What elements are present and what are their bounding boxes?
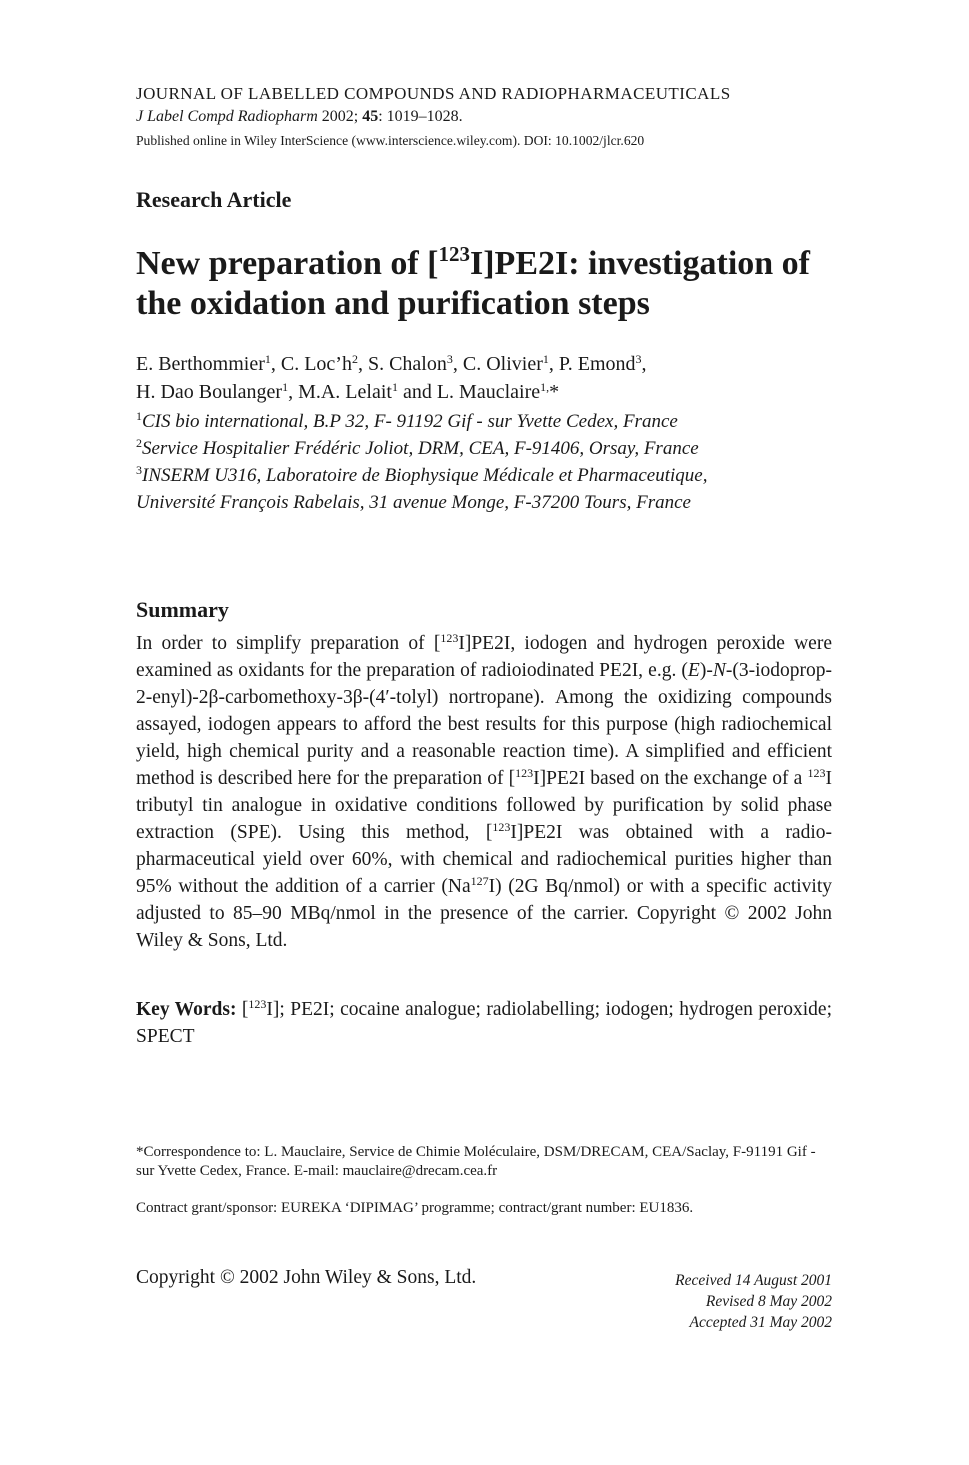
author-name: P. Emond	[558, 353, 636, 375]
revised-date: Revised 8 May 2002	[705, 1293, 832, 1310]
summary-text: I]PE2I was obtained with a radio-pharmaceutical yield over 60%, with chemical and radiochemical purities higher than 95% without the addition of a carrier (Na	[136, 822, 832, 897]
author-list	[136, 350, 832, 406]
citation-line	[136, 106, 832, 128]
citation-volume: 45	[362, 108, 379, 125]
affiliation-number: 1	[136, 409, 142, 423]
affiliation-text: INSERM U316, Laboratoire de Biophysique Médicale et Pharmaceutique,	[142, 465, 708, 486]
summary-italic: E	[687, 660, 700, 681]
author-separator: ,	[288, 381, 299, 403]
isotope-sup: 123	[492, 820, 511, 834]
grant-note: Contract grant/sponsor: EUREKA ‘DIPIMAG’ programme; contract/grant number: EU1836.	[136, 1200, 694, 1216]
title-prefix: New preparation of [	[136, 245, 439, 282]
correspondence-note: *Correspondence to: L. Mauclaire, Service de Chimie Moléculaire, DSM/DRECAM, CEA/Saclay, F-91191 Gif - sur Yvette Cedex, France. E-mail: mauclaire@drecam.cea.fr	[136, 1144, 816, 1179]
citation-year: 2002;	[321, 108, 359, 125]
summary-text: I) (2G Bq/nmol) or with a specific activity adjusted to 85–90 MBq/nmol in the presence of the carrier. Copyright © 2002 John Wiley & Sons, Ltd.	[136, 876, 832, 951]
isotope-sup: 127	[470, 874, 489, 888]
author-affiliation: 1	[542, 352, 549, 366]
title-isotope: 123	[438, 242, 470, 266]
summary-heading: Summary	[136, 597, 229, 622]
summary-italic: N	[712, 660, 726, 681]
author-separator: ,	[270, 353, 281, 375]
isotope-sup: 123	[515, 766, 534, 780]
author-separator: ,	[357, 353, 368, 375]
affiliation-text: CIS bio international, B.P 32, F- 91192 Gif - sur Yvette Cedex, France	[142, 411, 678, 432]
summary-text: In order to simplify preparation of [	[136, 633, 441, 654]
affiliation-item	[136, 435, 832, 462]
author-affiliation: 1	[391, 380, 398, 394]
author-name: C. Olivier	[462, 353, 543, 375]
author-separator: ,	[641, 353, 647, 375]
author-line-1	[136, 350, 832, 378]
affiliation-item	[136, 489, 832, 516]
author-separator: ,	[452, 353, 463, 375]
author-affiliation: 1,	[540, 380, 550, 394]
author-separator: and	[397, 381, 437, 403]
accepted-date: Accepted 31 May 2002	[689, 1314, 832, 1331]
journal-name: JOURNAL OF LABELLED COMPOUNDS AND RADIOPHARMACEUTICALS	[136, 84, 731, 103]
keywords	[136, 996, 832, 1050]
affiliation-text: Service Hospitalier Frédéric Joliot, DRM, CEA, F-91406, Orsay, France	[142, 438, 699, 459]
summary-text: )-	[699, 660, 713, 681]
received-date: Received 14 August 2001	[675, 1272, 832, 1289]
author-name: C. Loc’h	[280, 353, 352, 375]
summary-text: I]PE2I, iodogen and hydrogen peroxide were examined as oxidants for the preparation of radioiodinated PE2I, e.g. (	[136, 633, 832, 681]
author-name: S. Chalon	[367, 353, 447, 375]
affiliation-list	[136, 408, 832, 516]
keywords-text: I]; PE2I; cocaine analogue; radiolabelling; iodogen; hydrogen peroxide; SPECT	[136, 999, 832, 1047]
author-affiliation: 1	[282, 380, 289, 394]
summary-text: I]PE2I based on the exchange of a	[533, 768, 808, 789]
summary-text: -(3-iodoprop-2-enyl)-2β-carbomethoxy-3β-(4′-tolyl) nortropane). Among the oxidizing compounds assayed, iodogen appears to afford the best results for this purpose (high radiochemical yield, high chemical purity and a reasonable reaction time). A simplified and efficient method is described here for the preparation of [	[136, 660, 832, 789]
author-affiliation: 1	[264, 352, 271, 366]
article-type: Research Article	[136, 187, 292, 212]
affiliation-item	[136, 462, 832, 489]
keywords-text: [	[236, 999, 249, 1020]
affiliation-number: 2	[136, 436, 142, 450]
isotope-sup: 123	[807, 766, 826, 780]
copyright-notice: Copyright © 2002 John Wiley & Sons, Ltd.	[136, 1267, 477, 1288]
affiliation-number: 3	[136, 463, 142, 477]
author-affiliation: 3	[635, 352, 642, 366]
author-name: M.A. Lelait	[298, 381, 392, 403]
keywords-label: Key Words:	[136, 999, 237, 1020]
affiliation-item	[136, 408, 832, 435]
published-online-line: Published online in Wiley InterScience (www.interscience.wiley.com). DOI: 10.1002/jlcr.620	[136, 133, 645, 148]
author-affiliation: 3	[446, 352, 453, 366]
article-dates	[675, 1270, 832, 1333]
title-suffix: I]PE2I: investigation of the oxidation and purification steps	[136, 245, 810, 322]
isotope-sup: 123	[248, 997, 267, 1011]
article-title	[136, 244, 832, 324]
author-name: L. Mauclaire	[436, 381, 541, 403]
author-line-2	[136, 378, 832, 406]
citation-pages: : 1019–1028.	[378, 108, 463, 125]
summary-text: I tributyl tin analogue in oxidative conditions followed by purification by solid phase extraction (SPE). Using this method, [	[136, 768, 832, 843]
affiliation-text: Université François Rabelais, 31 avenue Monge, F-37200 Tours, France	[136, 492, 691, 513]
author-separator: *	[549, 381, 560, 403]
summary-paragraph	[136, 630, 832, 954]
author-name: E. Berthommier	[136, 353, 265, 375]
citation-journal: J Label Compd Radiopharm	[136, 108, 318, 125]
author-name: H. Dao Boulanger	[136, 381, 283, 403]
author-separator: ,	[548, 353, 559, 375]
isotope-sup: 123	[440, 631, 459, 645]
author-affiliation: 2	[351, 352, 358, 366]
